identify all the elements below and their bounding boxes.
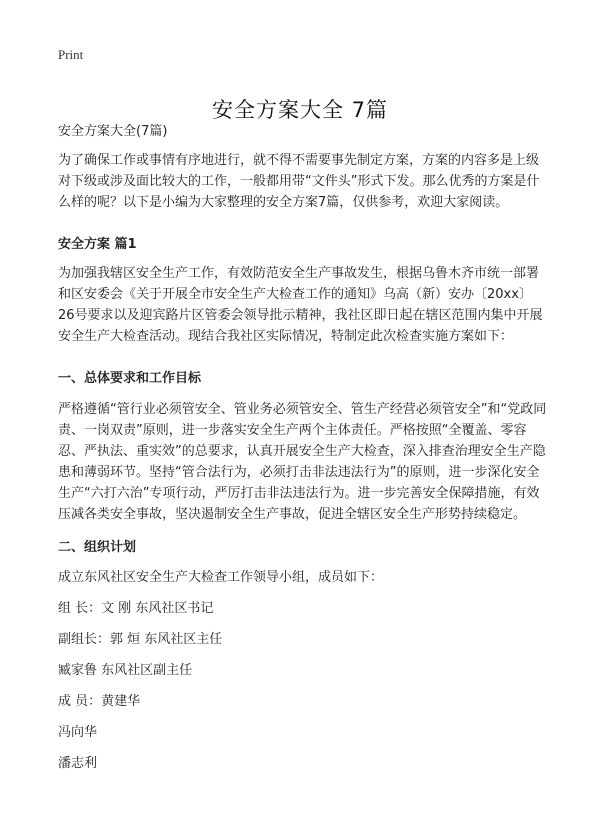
section-heading-plan1: 安全方案 篇1 [58,237,137,252]
list-item: 副组长：郭 烜 东风社区主任 [58,632,223,647]
intro-paragraph: 为了确保工作或事情有序地进行，就不得不需要事先制定方案，方案的内容多是上级对下级或涉及面比较大的工作，一般都用带“文件头”形式下发。那么优秀的方案是什么样的呢？以下是小编为大家整理的安全方案7篇，仅供参考，欢迎大家阅读。 [58,153,540,210]
print-label: Print [58,47,84,62]
member-list [58,567,383,784]
list-item: 冯向华 [58,725,98,740]
section-heading-requirements: 一、总体要求和工作目标 [58,371,202,386]
list-item: 成立东风社区安全生产大检查工作领导小组，成员如下： [58,570,384,585]
document-title: 安全方案大全 7篇 [211,98,389,123]
plan1-paragraph: 为加强我辖区安全生产工作，有效防范安全生产事故发生，根据乌鲁木齐市统一部署和区安委会《关于开展全市安全生产大检查工作的通知》乌高（新）安办〔20xx〕26号要求以及迎宾路片区管委会领导批示精神，我社区即日起在辖区范围内集中开展安全生产大检查活动。现结合我社区实际情况，特制定此次检查实施方案如下： [58,266,543,344]
section-heading-organization: 二、组织计划 [58,540,137,555]
list-item: 潘志利 [58,756,98,771]
requirements-paragraph: 严格遵循“管行业必须管安全、管业务必须管安全、管生产经营必须管安全”和“党政同责、一岗双责”原则，进一步落实安全生产两个主体责任。严格按照“全覆盖、零容忍、严执法、重实效”的总要求，认真开展安全生产大检查，深入排查治理安全生产隐患和薄弱环节。坚持“管合法行为，必须打击非法违法行为”的原则，进一步深化安全生产“六打六治”专项行动，严厉打击非法违法行为。进一步完善安全保障措施，有效压减各类安全事故，坚决遏制安全生产事故，促进全辖区安全生产形势持续稳定。 [58,402,547,522]
list-item: 组 长：文 刚 东风社区书记 [58,601,214,616]
list-item: 臧家鲁 东风社区副主任 [58,663,193,678]
document-subtitle: 安全方案大全(7篇) [58,124,168,139]
list-item: 成 员：黄建华 [58,694,141,709]
